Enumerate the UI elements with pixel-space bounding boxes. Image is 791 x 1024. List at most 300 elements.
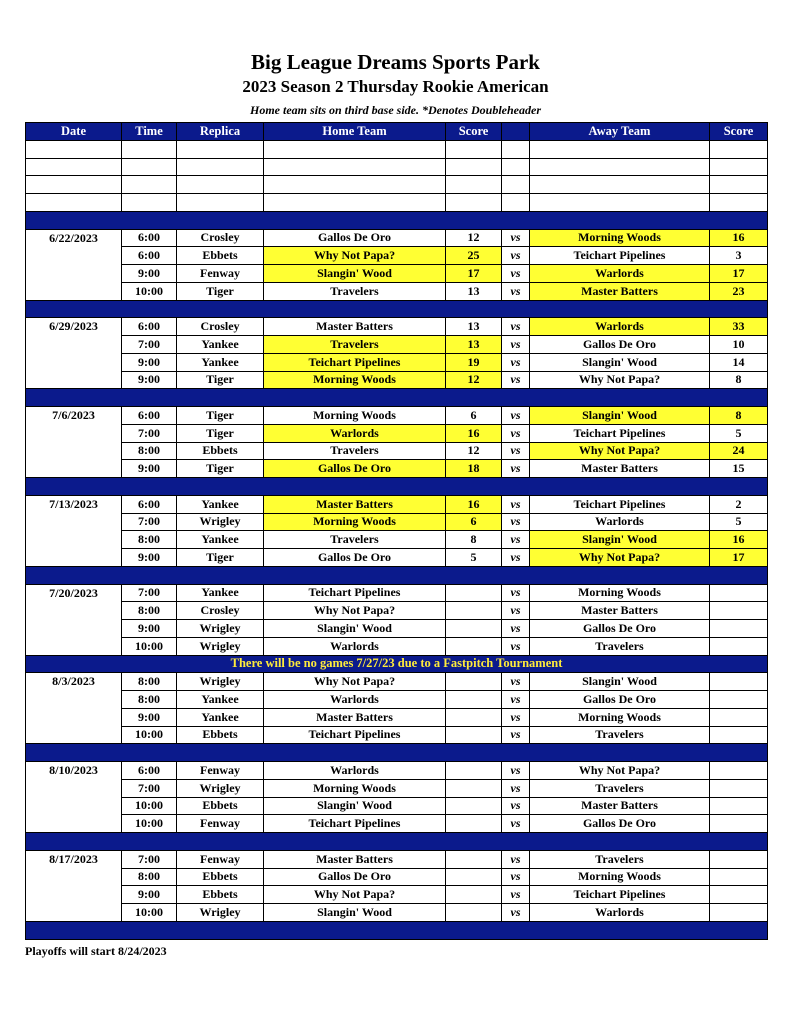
empty-cell [446,194,502,212]
vs-label: vs [502,797,530,815]
game-time: 8:00 [122,442,177,460]
vs-label: vs [502,850,530,868]
away-score [710,797,768,815]
game-date [26,531,122,549]
empty-cell [122,194,177,212]
week-separator [26,478,768,496]
game-date [26,868,122,886]
empty-row [26,176,768,194]
away-team: Warlords [530,318,710,336]
separator-bar [26,833,768,851]
away-team: Gallos De Oro [530,336,710,354]
game-replica: Wrigley [177,779,264,797]
game-replica: Ebbets [177,247,264,265]
game-time: 9:00 [122,708,177,726]
home-score [446,620,502,638]
game-replica: Yankee [177,691,264,709]
vs-label: vs [502,815,530,833]
game-row [26,637,768,655]
week-separator [26,744,768,762]
vs-label: vs [502,637,530,655]
separator-bar [26,744,768,762]
home-score: 17 [446,265,502,283]
home-score [446,815,502,833]
away-team: Warlords [530,265,710,283]
game-replica: Ebbets [177,726,264,744]
away-score: 16 [710,531,768,549]
away-team: Warlords [530,513,710,531]
game-row [26,779,768,797]
game-row [26,407,768,425]
home-score: 25 [446,247,502,265]
separator-bar [26,389,768,407]
vs-label: vs [502,282,530,300]
separator-bar [26,921,768,939]
vs-label: vs [502,229,530,247]
game-time: 7:00 [122,424,177,442]
game-time: 8:00 [122,868,177,886]
game-replica: Ebbets [177,442,264,460]
home-team: Teichart Pipelines [264,815,446,833]
empty-cell [264,158,446,176]
away-score [710,904,768,922]
empty-cell [530,176,710,194]
game-replica: Wrigley [177,513,264,531]
empty-cell [502,194,530,212]
empty-cell [264,176,446,194]
empty-cell [26,176,122,194]
game-row [26,673,768,691]
game-time: 7:00 [122,850,177,868]
away-team: Master Batters [530,797,710,815]
away-score: 23 [710,282,768,300]
empty-cell [710,194,768,212]
game-time: 9:00 [122,549,177,567]
header-row [26,123,768,141]
game-time: 8:00 [122,691,177,709]
game-replica: Tiger [177,549,264,567]
game-replica: Yankee [177,531,264,549]
home-score: 8 [446,531,502,549]
game-time: 10:00 [122,815,177,833]
home-score: 13 [446,336,502,354]
game-date [26,886,122,904]
game-row [26,229,768,247]
game-date [26,637,122,655]
away-team: Travelers [530,637,710,655]
game-date: 8/10/2023 [26,762,122,780]
away-score [710,620,768,638]
home-team: Slangin' Wood [264,797,446,815]
game-row [26,691,768,709]
game-row [26,815,768,833]
game-row [26,726,768,744]
home-score [446,779,502,797]
home-team: Morning Woods [264,779,446,797]
page-subtitle: 2023 Season 2 Thursday Rookie American [242,77,549,96]
away-team: Slangin' Wood [530,407,710,425]
game-row [26,513,768,531]
game-replica: Fenway [177,815,264,833]
game-row [26,620,768,638]
home-team: Warlords [264,762,446,780]
vs-label: vs [502,584,530,602]
home-team: Warlords [264,637,446,655]
away-team: Why Not Papa? [530,762,710,780]
away-score: 8 [710,371,768,389]
home-team: Master Batters [264,318,446,336]
no-games-note: There will be no games 7/27/23 due to a Fastpitch Tournament [26,655,768,673]
empty-cell [502,140,530,158]
home-team: Teichart Pipelines [264,584,446,602]
away-team: Teichart Pipelines [530,886,710,904]
away-score [710,691,768,709]
game-date [26,797,122,815]
game-replica: Fenway [177,265,264,283]
game-time: 8:00 [122,531,177,549]
away-score: 5 [710,513,768,531]
away-score [710,584,768,602]
vs-label: vs [502,602,530,620]
game-row [26,797,768,815]
game-time: 9:00 [122,371,177,389]
game-replica: Crosley [177,318,264,336]
game-date [26,708,122,726]
game-replica: Tiger [177,371,264,389]
vs-label: vs [502,708,530,726]
home-score [446,602,502,620]
no-games-row [26,655,768,673]
game-date [26,602,122,620]
game-replica: Yankee [177,708,264,726]
home-score: 12 [446,442,502,460]
away-score: 10 [710,336,768,354]
game-time: 8:00 [122,602,177,620]
vs-label: vs [502,424,530,442]
away-team: Slangin' Wood [530,353,710,371]
vs-label: vs [502,726,530,744]
vs-label: vs [502,868,530,886]
home-team: Travelers [264,336,446,354]
empty-cell [710,176,768,194]
game-replica: Tiger [177,282,264,300]
game-time: 6:00 [122,247,177,265]
vs-label: vs [502,336,530,354]
game-replica: Wrigley [177,637,264,655]
game-row [26,460,768,478]
vs-label: vs [502,318,530,336]
game-date [26,265,122,283]
game-row [26,531,768,549]
away-score: 24 [710,442,768,460]
week-separator [26,300,768,318]
game-date [26,620,122,638]
home-score [446,868,502,886]
home-team: Gallos De Oro [264,549,446,567]
game-time: 7:00 [122,584,177,602]
home-score [446,584,502,602]
home-score [446,691,502,709]
home-score: 16 [446,424,502,442]
away-score [710,868,768,886]
header-vs [502,123,530,141]
game-replica: Yankee [177,584,264,602]
game-row [26,904,768,922]
game-replica: Fenway [177,762,264,780]
home-team: Warlords [264,424,446,442]
separator-bar [26,478,768,496]
week-separator [26,211,768,229]
game-replica: Crosley [177,229,264,247]
home-score: 19 [446,353,502,371]
away-score: 15 [710,460,768,478]
empty-row [26,140,768,158]
header-away-score: Score [710,123,768,141]
home-score: 13 [446,318,502,336]
game-date [26,371,122,389]
home-team: Morning Woods [264,371,446,389]
game-row [26,336,768,354]
home-score: 5 [446,549,502,567]
game-time: 10:00 [122,282,177,300]
game-row [26,850,768,868]
game-time: 9:00 [122,886,177,904]
away-team: Master Batters [530,282,710,300]
separator-bar [26,300,768,318]
away-team: Teichart Pipelines [530,424,710,442]
home-score: 16 [446,495,502,513]
away-score: 17 [710,549,768,567]
away-team: Slangin' Wood [530,673,710,691]
vs-label: vs [502,549,530,567]
home-team: Master Batters [264,708,446,726]
vs-label: vs [502,513,530,531]
away-score [710,850,768,868]
week-separator [26,833,768,851]
home-score [446,762,502,780]
week-separator [26,921,768,939]
empty-cell [122,140,177,158]
vs-label: vs [502,886,530,904]
away-team: Teichart Pipelines [530,247,710,265]
home-score [446,850,502,868]
header-date: Date [26,123,122,141]
empty-cell [446,158,502,176]
game-date [26,424,122,442]
game-time: 10:00 [122,797,177,815]
home-score: 12 [446,229,502,247]
away-score [710,762,768,780]
game-replica: Yankee [177,353,264,371]
away-team: Travelers [530,779,710,797]
away-score [710,602,768,620]
game-row [26,353,768,371]
game-time: 6:00 [122,318,177,336]
separator-bar [26,566,768,584]
away-score [710,886,768,904]
game-date: 7/6/2023 [26,407,122,425]
game-row [26,886,768,904]
home-team: Teichart Pipelines [264,726,446,744]
home-team: Travelers [264,531,446,549]
home-score: 13 [446,282,502,300]
home-score: 18 [446,460,502,478]
away-team: Morning Woods [530,584,710,602]
game-time: 6:00 [122,762,177,780]
home-team: Gallos De Oro [264,229,446,247]
empty-row [26,194,768,212]
schedule-body [26,140,768,939]
empty-cell [177,140,264,158]
home-team: Morning Woods [264,513,446,531]
home-score [446,726,502,744]
home-team: Why Not Papa? [264,886,446,904]
game-replica: Wrigley [177,620,264,638]
game-date: 8/3/2023 [26,673,122,691]
empty-row [26,158,768,176]
game-row [26,265,768,283]
game-date: 7/20/2023 [26,584,122,602]
game-date [26,904,122,922]
away-team: Master Batters [530,460,710,478]
empty-cell [177,176,264,194]
away-team: Travelers [530,850,710,868]
away-team: Gallos De Oro [530,691,710,709]
home-score: 12 [446,371,502,389]
home-score [446,673,502,691]
home-score [446,886,502,904]
game-date [26,282,122,300]
game-date [26,442,122,460]
game-time: 9:00 [122,620,177,638]
away-team: Master Batters [530,602,710,620]
game-time: 6:00 [122,229,177,247]
game-row [26,424,768,442]
away-team: Warlords [530,904,710,922]
away-team: Why Not Papa? [530,549,710,567]
game-replica: Ebbets [177,886,264,904]
game-time: 6:00 [122,407,177,425]
game-row [26,584,768,602]
vs-label: vs [502,762,530,780]
away-score: 33 [710,318,768,336]
home-score [446,708,502,726]
game-replica: Wrigley [177,673,264,691]
home-score: 6 [446,513,502,531]
game-row [26,495,768,513]
game-time: 9:00 [122,265,177,283]
game-row [26,868,768,886]
vs-label: vs [502,247,530,265]
away-score [710,815,768,833]
game-time: 7:00 [122,336,177,354]
game-row [26,762,768,780]
game-replica: Ebbets [177,797,264,815]
away-score: 2 [710,495,768,513]
game-date: 6/22/2023 [26,229,122,247]
game-row [26,247,768,265]
empty-cell [26,140,122,158]
home-score [446,797,502,815]
game-date [26,815,122,833]
vs-label: vs [502,442,530,460]
game-date: 8/17/2023 [26,850,122,868]
game-replica: Fenway [177,850,264,868]
game-time: 7:00 [122,779,177,797]
home-team: Why Not Papa? [264,673,446,691]
home-team: Master Batters [264,495,446,513]
vs-label: vs [502,353,530,371]
vs-label: vs [502,904,530,922]
home-score [446,904,502,922]
header-home-score: Score [446,123,502,141]
home-team: Why Not Papa? [264,602,446,620]
away-team: Slangin' Wood [530,531,710,549]
home-team: Slangin' Wood [264,620,446,638]
empty-cell [264,194,446,212]
away-score [710,779,768,797]
home-team: Travelers [264,442,446,460]
game-date: 6/29/2023 [26,318,122,336]
empty-cell [177,194,264,212]
away-score: 8 [710,407,768,425]
week-separator [26,389,768,407]
game-date: 7/13/2023 [26,495,122,513]
game-date [26,353,122,371]
header-replica: Replica [177,123,264,141]
game-date [26,513,122,531]
away-score: 5 [710,424,768,442]
away-score: 16 [710,229,768,247]
away-team: Morning Woods [530,708,710,726]
home-score: 6 [446,407,502,425]
game-replica: Tiger [177,407,264,425]
empty-cell [530,140,710,158]
vs-label: vs [502,691,530,709]
empty-cell [530,194,710,212]
away-team: Gallos De Oro [530,815,710,833]
game-date [26,247,122,265]
away-team: Why Not Papa? [530,371,710,389]
game-row [26,549,768,567]
away-team: Why Not Papa? [530,442,710,460]
home-team: Master Batters [264,850,446,868]
empty-cell [122,176,177,194]
header-home-team: Home Team [264,123,446,141]
vs-label: vs [502,531,530,549]
away-team: Morning Woods [530,229,710,247]
empty-cell [446,140,502,158]
game-time: 6:00 [122,495,177,513]
vs-label: vs [502,265,530,283]
home-team: Morning Woods [264,407,446,425]
game-time: 7:00 [122,513,177,531]
home-team: Warlords [264,691,446,709]
vs-label: vs [502,495,530,513]
game-row [26,442,768,460]
week-separator [26,566,768,584]
home-team: Why Not Papa? [264,247,446,265]
vs-label: vs [502,620,530,638]
header-away-team: Away Team [530,123,710,141]
empty-cell [710,158,768,176]
empty-cell [26,158,122,176]
game-time: 10:00 [122,637,177,655]
game-row [26,318,768,336]
away-score: 17 [710,265,768,283]
game-replica: Yankee [177,336,264,354]
game-replica: Yankee [177,495,264,513]
